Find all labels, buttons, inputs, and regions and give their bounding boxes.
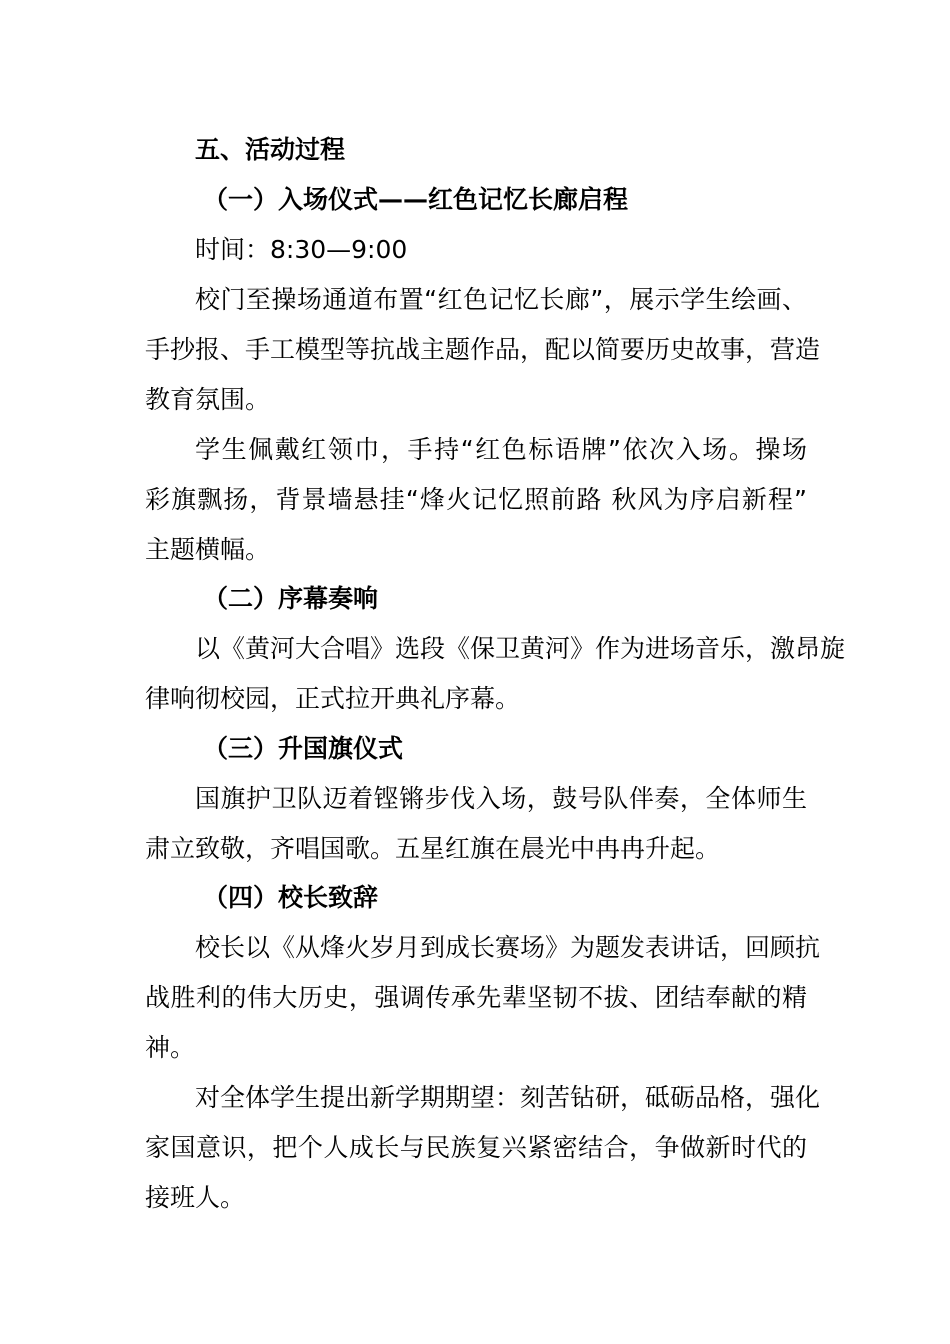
paragraph-line: 彩旗飘扬，背景墙悬挂“烽火记忆照前路 秋风为序启新程” [145,485,807,514]
paragraph-line: 教育氛围。 [145,385,271,414]
time-line: 时间：8:30—9:00 [195,235,408,264]
paragraph-line: 校长以《从烽火岁月到成长赛场》为题发表讲话，回顾抗 [195,933,821,962]
subsection-title-1: （一）入场仪式——红色记忆长廊启程 [203,185,629,214]
paragraph-line: 手抄报、手工模型等抗战主题作品，配以简要历史故事，营造 [145,335,821,364]
subsection-title-2: （二）序幕奏响 [203,584,379,613]
paragraph-line: 接班人。 [145,1183,246,1212]
paragraph-line: 肃立致敬，齐唱国歌。五星红旗在晨光中冉冉升起。 [145,834,721,863]
paragraph-line: 律响彻校园，正式拉开典礼序幕。 [145,684,521,713]
subsection-title-4: （四）校长致辞 [203,883,379,912]
section-title: 五、活动过程 [195,135,346,164]
paragraph-line: 校门至操场通道布置“红色记忆长廊”，展示学生绘画、 [195,285,807,314]
paragraph-line: 家国意识，把个人成长与民族复兴紧密结合，争做新时代的 [145,1133,807,1162]
paragraph-line: 主题横幅。 [145,535,271,564]
paragraph-line: 神。 [145,1033,196,1062]
paragraph-line: 以《黄河大合唱》选段《保卫黄河》作为进场音乐，激昂旋 [195,634,846,663]
paragraph-line: 战胜利的伟大历史，强调传承先辈坚韧不拔、团结奉献的精 [145,983,807,1012]
paragraph-line: 对全体学生提出新学期期望：刻苦钻研，砥砺品格，强化 [195,1083,821,1112]
paragraph-line: 国旗护卫队迈着铿锵步伐入场，鼓号队伴奏，全体师生 [195,784,807,813]
paragraph-line: 学生佩戴红领巾，手持“红色标语牌”依次入场。操场 [195,435,807,464]
subsection-title-3: （三）升国旗仪式 [203,734,404,763]
